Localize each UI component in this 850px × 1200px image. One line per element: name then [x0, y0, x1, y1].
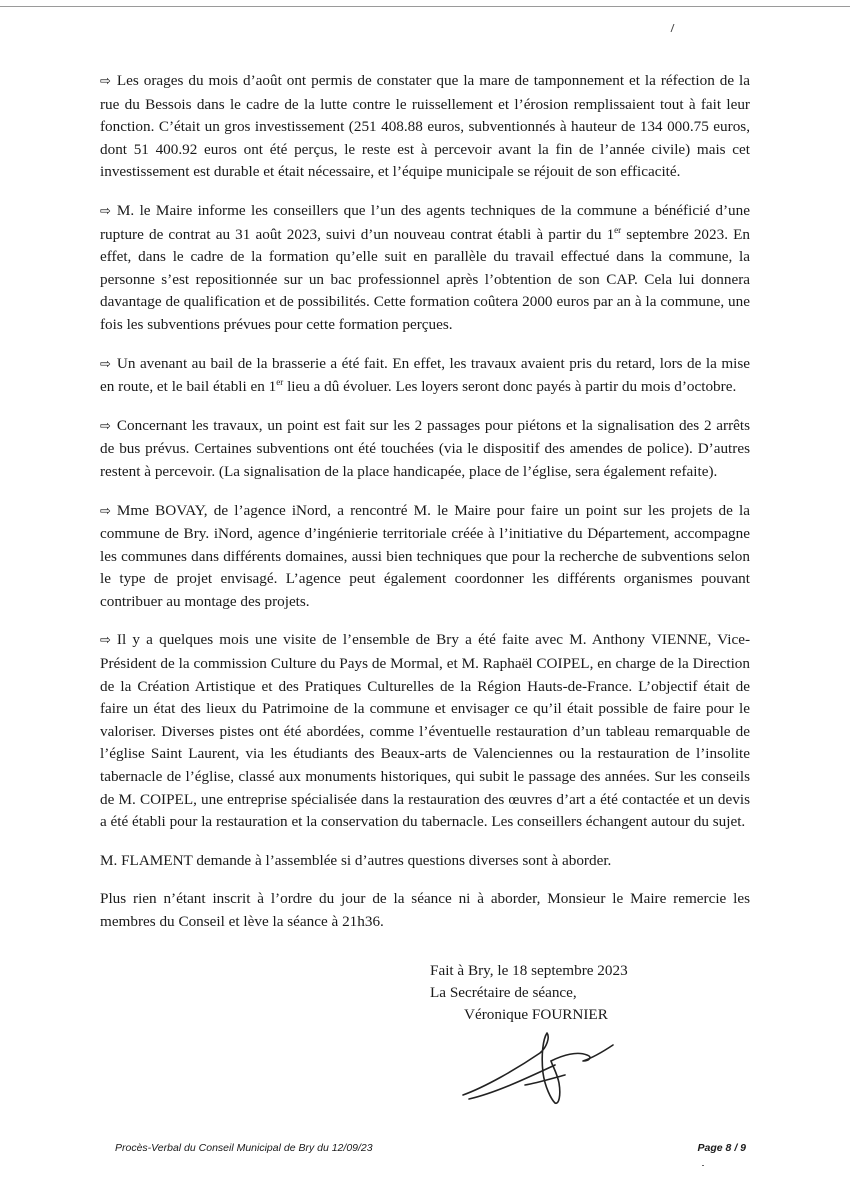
superscript: er	[276, 377, 284, 388]
footer-document-title: Procès-Verbal du Conseil Municipal de Bry du 12/09/23	[115, 1142, 373, 1154]
footer-page-number: Page 8 / 9	[697, 1142, 746, 1154]
paragraph-text: Concernant les travaux, un point est fait sur les 2 passages pour piétons et la signalisation des 2 arrêts de bus prévus. Certaines subventions ont été touchées (via le dispositif des amendes de police). D’autres restent à percevoir. (La signalisation de la place handicapée, place de l’église, sera également refaite).	[100, 416, 750, 480]
paragraph-text: Il y a quelques mois une visite de l’ensemble de Bry a été faite avec M. Anthony VIENNE, Vice-Président de la commission Culture du Pays de Mormal, et M. Raphaël COIPEL, en charge de la Direction de la Création Artistique et des Pratiques Culturelles de la Région Hauts-de-France. L’objectif était de faire un état des lieux du Patrimoine de la commune et envisager ce qu’il était possible de faire pour le valoriser. Diverses pistes ont été abordées, comme l’éventuelle restauration d’un tableau remarquable de l’église Saint Laurent, via les étudiants des Beaux-arts de Valenciennes ou la restauration de l’insolite tabernacle de l’église, classé aux monuments historiques, qui subit le passage des années. Sur les conseils de M. COIPEL, une entreprise spécialisée dans la restauration des œuvres d’art a été contactée et un devis a été établi pour la restauration et la conservation du tabernacle. Les conseillers échangent autour du sujet.	[100, 631, 750, 831]
paragraph-agent-contract	[100, 200, 750, 337]
paragraph-patrimoine	[100, 629, 750, 833]
paragraph-questions	[100, 850, 750, 873]
superscript: er	[614, 224, 622, 235]
signature-place-date: Fait à Bry, le 18 septembre 2023	[430, 962, 628, 979]
arrow-icon: ⇨	[100, 503, 111, 519]
paragraph-text: septembre 2023. En effet, dans le cadre de la formation qu’elle suit en parallèle du travail effectué dans la commune, la personne s’est repositionnée sur un bac professionnel après l’obtention de son CAP. Cela lui donnera davantage de qualification et de possibilités. Cette formation coûtera 2000 euros par an à la commune, une fois les subventions prévues pour cette formation perçues.	[100, 225, 750, 333]
arrow-icon: ⇨	[100, 633, 111, 649]
arrow-icon: ⇨	[100, 203, 111, 219]
arrow-icon: ⇨	[100, 356, 111, 372]
scan-mark	[671, 24, 675, 32]
paragraph-text: lieu a dû évoluer. Les loyers seront donc payés à partir du mois d’octobre.	[283, 378, 737, 396]
arrow-icon: ⇨	[100, 418, 111, 434]
paragraph-text: Les orages du mois d’août ont permis de constater que la mare de tamponnement et la réfection de la rue du Bessois dans le cadre de la lutte contre le ruissellement et l’érosion remplissaient tout à fait leur fonction. C’était un gros investissement (251 408.88 euros, subventionnés à hauteur de 134 000.75 euros, dont 51 400.92 euros ont été perçus, le reste est à percevoir avant la fin de l’année civile) mais cet investissement est durable et était nécessaire, et l’équipe municipale se réjouit de son efficacité.	[100, 72, 750, 181]
paragraph-text: Un avenant au bail de la brasserie a été fait. En effet, les travaux avaient pris du retard, lors de la mise en route, et le bail établi en 1	[100, 354, 750, 396]
paragraph-inord	[100, 500, 750, 614]
paragraph-closing	[100, 888, 750, 933]
paragraph-storms	[100, 70, 750, 184]
signature-name: Véronique FOURNIER	[464, 1006, 608, 1023]
paragraph-text: M. FLAMENT demande à l’assemblée si d’autres questions diverses sont à aborder.	[100, 851, 612, 869]
paragraph-text: Plus rien n’étant inscrit à l’ordre du jour de la séance ni à aborder, Monsieur le Maire remercie les membres du Conseil et lève la séance à 21h36.	[100, 890, 750, 930]
signature-role: La Secrétaire de séance,	[430, 984, 577, 1001]
top-rule	[0, 6, 850, 7]
paragraph-text: Mme BOVAY, de l’agence iNord, a rencontré M. le Maire pour faire un point sur les projets de la commune de Bry. iNord, agence d’ingénierie territoriale créée à l’initiative du Département, accompagne les communes dans différents domaines, aussi bien techniques que pour la recherche de subventions selon le type de projet envisagé. L’agence peut également coordonner les différents organismes pouvant contribuer au montage des projets.	[100, 501, 750, 610]
paragraph-brasserie	[100, 353, 750, 399]
paragraph-text: M. le Maire informe les conseillers que l’un des agents techniques de la commune a bénéficié d’une rupture de contrat au 31 août 2023, suivi d’un nouveau contrat établi à partir du 1	[100, 201, 750, 243]
handwritten-signature	[455, 1025, 625, 1110]
document-body	[100, 70, 750, 950]
paragraph-travaux	[100, 415, 750, 484]
signature-block	[430, 960, 628, 1026]
scan-mark	[702, 1165, 704, 1166]
arrow-icon: ⇨	[100, 74, 111, 89]
